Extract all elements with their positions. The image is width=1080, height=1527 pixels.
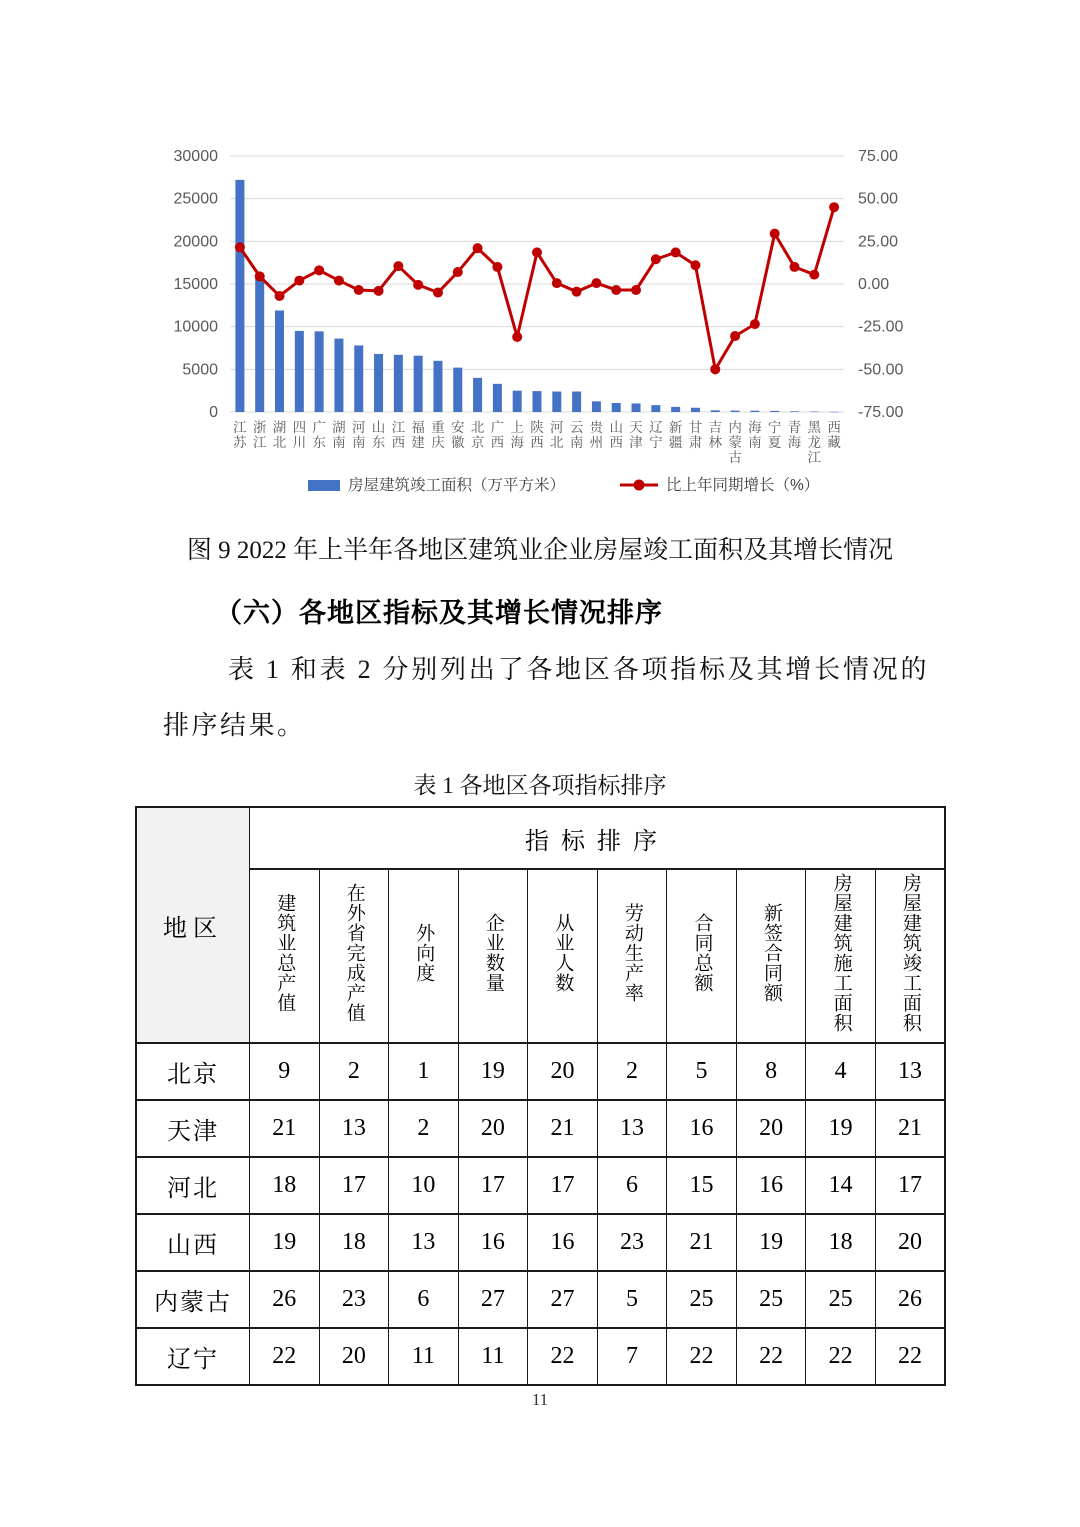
x-tick-label: 广 [312,420,326,435]
x-tick-label: 西 [391,435,406,450]
x-tick-label: 西 [490,435,505,450]
line-point-北京 [473,243,483,253]
x-tick-label: 吉 [708,420,723,435]
rank-cell: 2 [389,1100,459,1157]
x-tick-label: 南 [351,435,366,450]
rank-cell: 18 [250,1157,320,1214]
rank-cell: 9 [250,1043,320,1100]
x-tick-label: 北 [272,435,287,450]
left-axis-tick-label: 30000 [173,148,218,165]
x-tick-label: 蒙 [728,435,742,450]
rank-cell: 20 [528,1043,598,1100]
x-tick-label: 宁 [767,420,782,435]
rank-cell: 22 [528,1328,598,1385]
line-point-宁夏 [770,229,780,239]
rank-cell: 27 [458,1271,528,1328]
region-cell: 北京 [136,1043,250,1100]
line-point-四川 [294,276,304,286]
rank-cell: 6 [389,1271,459,1328]
x-tick-label: 南 [332,435,346,450]
line-point-陕西 [532,247,542,257]
line-point-山东 [374,286,384,296]
rank-cell: 19 [736,1214,806,1271]
bar-甘肃 [691,408,700,412]
line-point-安徽 [453,267,463,277]
x-tick-label: 海 [787,435,802,450]
x-tick-label: 河 [351,420,366,435]
line-point-西藏 [829,202,839,212]
section-heading: （六）各地区指标及其增长情况排序 [215,598,663,628]
x-tick-label: 林 [708,435,723,450]
bar-福建 [414,356,423,412]
left-axis-tick-label: 0 [209,404,218,421]
x-tick-label: 江 [391,420,406,435]
column-header-6 [597,869,667,1043]
line-point-江西 [393,261,403,271]
x-tick-label: 湖 [332,420,346,435]
x-tick-label: 建 [411,435,425,450]
line-point-广西 [492,262,502,272]
rank-cell: 13 [597,1100,667,1157]
line-point-吉林 [710,364,720,374]
column-header-label: 从业人数 [552,912,574,993]
line-point-山西 [611,285,621,295]
rank-cell: 17 [875,1157,945,1214]
x-tick-label: 宁 [649,435,663,450]
line-point-江苏 [235,242,245,252]
rank-cell: 23 [319,1271,389,1328]
rank-cell: 16 [528,1214,598,1271]
bar-陕西 [533,391,542,412]
line-point-甘肃 [690,260,700,270]
page-number: 11 [531,1390,549,1409]
column-header-10 [875,869,945,1043]
line-point-河北 [552,278,562,288]
x-tick-label: 江 [252,435,267,450]
x-tick-label: 京 [470,435,485,450]
rank-cell: 19 [250,1214,320,1271]
rank-cell: 18 [319,1214,389,1271]
table-row-山西 [136,1214,945,1271]
bar-江苏 [235,180,244,412]
region-cell: 内蒙古 [136,1271,250,1328]
region-cell: 河北 [136,1157,250,1214]
x-tick-label: 陕 [530,420,544,435]
line-point-贵州 [591,278,601,288]
x-tick-label: 黑 [807,420,822,435]
line-point-广东 [314,265,324,275]
rank-cell: 16 [736,1157,806,1214]
x-tick-label: 江 [807,450,822,465]
x-tick-label: 新 [668,420,683,435]
rank-cell: 25 [806,1271,876,1328]
x-tick-label: 东 [312,435,326,450]
x-tick-label: 肃 [688,435,703,450]
column-header-label: 房屋建筑施工面积 [830,872,852,1033]
rank-cell: 2 [597,1043,667,1100]
rank-cell: 20 [458,1100,528,1157]
legend-bar-swatch [308,480,340,491]
rank-cell: 26 [875,1271,945,1328]
indicators-rank-table [135,806,946,1386]
rank-cell: 21 [250,1100,320,1157]
bar-河北 [552,392,561,412]
column-header-9 [806,869,876,1043]
bar-天津 [632,403,641,412]
left-axis-tick-label: 20000 [173,233,218,251]
column-header-label: 建筑业总产值 [274,892,296,1013]
line-point-上海 [512,332,522,342]
left-axis-tick-label: 15000 [173,276,218,293]
bar-line-chart [158,138,908,516]
table-row-辽宁 [136,1328,945,1385]
bar-云南 [572,392,581,412]
rank-cell: 26 [250,1271,320,1328]
rank-cell: 21 [875,1100,945,1157]
region-cell: 山西 [136,1214,250,1271]
rank-cell: 20 [875,1214,945,1271]
x-tick-label: 苏 [233,435,247,450]
rank-cell: 17 [528,1157,598,1214]
table-row-北京 [136,1043,945,1100]
x-tick-label: 内 [728,420,742,435]
bar-浙江 [255,279,264,412]
line-point-浙江 [255,271,265,281]
rank-cell: 8 [736,1043,806,1100]
x-tick-label: 疆 [668,435,683,450]
rank-cell: 22 [875,1328,945,1385]
x-tick-label: 福 [411,420,425,435]
x-tick-label: 北 [470,420,485,435]
growth-line [240,207,834,369]
rank-cell: 25 [667,1271,737,1328]
table-group-header-row [136,807,945,869]
column-header-label: 在外省完成产值 [343,882,365,1023]
bar-上海 [513,391,522,412]
column-header-label: 合同总额 [691,912,713,993]
table-column-header-row [136,869,945,1043]
column-header-5 [528,869,598,1043]
rank-cell: 17 [458,1157,528,1214]
line-point-湖北 [275,291,285,301]
x-tick-label: 湖 [272,420,287,435]
rank-cell: 13 [875,1043,945,1100]
rank-cell: 16 [667,1100,737,1157]
line-point-重庆 [433,288,443,298]
x-tick-label: 广 [490,420,505,435]
rank-cell: 11 [458,1328,528,1385]
x-tick-label: 东 [371,435,386,450]
line-point-天津 [631,285,641,295]
bar-新疆 [671,407,680,412]
table-row-内蒙古 [136,1271,945,1328]
bar-贵州 [592,401,601,412]
x-tick-label: 海 [510,435,524,450]
right-axis-tick-label: -50.00 [858,361,904,379]
column-header-label: 劳动生产率 [621,902,643,1003]
bar-黑龙江 [810,412,819,413]
table-row-天津 [136,1100,945,1157]
left-axis-tick-label: 10000 [173,318,218,336]
column-header-1 [250,869,320,1043]
x-tick-label: 山 [609,420,623,435]
rank-cell: 11 [389,1328,459,1385]
column-header-2 [319,869,389,1043]
rank-cell: 16 [458,1214,528,1271]
bar-吉林 [711,410,720,412]
x-tick-label: 辽 [649,420,663,435]
bar-广西 [493,384,502,412]
bar-西藏 [830,412,839,413]
corner-header-region: 地区 [136,807,250,1043]
table-caption: 表 1 各地区各项指标排序 [413,773,667,798]
x-tick-label: 青 [787,420,802,435]
figure-caption: 图 9 2022 年上半年各地区建筑业企业房屋竣工面积及其增长情况 [186,537,894,564]
table-wrap [135,806,946,1386]
x-tick-label: 重 [431,420,445,435]
rank-cell: 21 [667,1214,737,1271]
x-tick-label: 西 [827,420,841,435]
x-tick-label: 浙 [252,420,267,435]
legend-label-completed-area: 房屋建筑竣工面积（万平方米） [348,477,566,494]
x-tick-label: 贵 [589,420,604,435]
rank-cell: 5 [667,1043,737,1100]
region-cell: 辽宁 [136,1328,250,1385]
line-point-海南 [750,319,760,329]
rank-cell: 2 [319,1043,389,1100]
rank-cell: 14 [806,1157,876,1214]
region-cell: 天津 [136,1100,250,1157]
legend-line-dot [634,480,645,491]
line-point-湖南 [334,276,344,286]
bar-四川 [295,331,304,412]
right-axis-tick-label: 25.00 [858,233,899,251]
column-header-label: 新签合同额 [761,902,783,1003]
rank-cell: 1 [389,1043,459,1100]
x-tick-label: 安 [451,420,465,435]
rank-cell: 20 [736,1100,806,1157]
x-tick-label: 西 [530,435,544,450]
x-tick-label: 江 [233,420,247,435]
bar-湖北 [275,310,284,412]
x-tick-label: 西 [609,435,623,450]
legend-label-growth: 比上年同期增长（%） [666,477,820,494]
rank-cell: 17 [319,1157,389,1214]
x-tick-label: 津 [629,435,643,450]
rank-cell: 23 [597,1214,667,1271]
x-tick-label: 天 [629,420,643,435]
rank-cell: 19 [458,1043,528,1100]
column-header-8 [736,869,806,1043]
x-tick-label: 山 [371,420,386,435]
right-axis-tick-label: 0.00 [858,276,890,293]
column-header-label: 企业数量 [482,912,504,993]
rank-cell: 20 [319,1328,389,1385]
rank-cell: 15 [667,1157,737,1214]
bar-重庆 [433,361,442,412]
rank-cell: 19 [806,1100,876,1157]
x-tick-label: 上 [510,420,524,435]
rank-cell: 5 [597,1271,667,1328]
rank-cell: 27 [528,1271,598,1328]
x-tick-label: 庆 [431,435,445,450]
bar-辽宁 [651,405,660,412]
bar-内蒙古 [731,411,740,412]
line-point-内蒙古 [730,331,740,341]
x-tick-label: 北 [550,435,564,450]
line-point-青海 [789,262,799,272]
x-tick-label: 南 [748,435,762,450]
bar-海南 [750,411,759,412]
column-header-label: 房屋建筑竣工面积 [899,872,921,1033]
rank-cell: 4 [806,1043,876,1100]
rank-cell: 7 [597,1328,667,1385]
x-tick-label: 龙 [807,435,822,450]
left-axis-tick-label: 5000 [182,361,218,379]
bar-山东 [374,354,383,412]
column-header-label: 外向度 [413,922,435,983]
x-tick-label: 河 [550,420,564,435]
bar-河南 [354,345,363,412]
x-tick-label: 川 [292,435,307,450]
rank-cell: 10 [389,1157,459,1214]
line-point-黑龙江 [809,270,819,280]
bar-江西 [394,355,403,412]
x-tick-label: 藏 [827,435,841,450]
bar-宁夏 [770,411,779,412]
rank-cell: 22 [736,1328,806,1385]
line-point-辽宁 [651,254,661,264]
rank-cell: 22 [806,1328,876,1385]
bar-湖南 [334,339,343,412]
rank-cell: 22 [250,1328,320,1385]
bar-山西 [612,403,621,412]
line-point-福建 [413,280,423,290]
table-row-河北 [136,1157,945,1214]
rank-cell: 13 [389,1214,459,1271]
line-point-河南 [354,285,364,295]
line-point-新疆 [671,247,681,257]
right-axis-tick-label: -75.00 [858,404,904,421]
rank-cell: 18 [806,1214,876,1271]
figure-chart [158,138,908,516]
right-axis-tick-label: 75.00 [858,148,899,165]
x-tick-label: 徽 [451,435,465,450]
body-paragraph: 表 1 和表 2 分别列出了各地区各项指标及其增长情况的排序结果。 [163,655,929,740]
x-tick-label: 云 [569,420,584,435]
rank-cell: 13 [319,1100,389,1157]
bar-广东 [315,331,324,412]
x-tick-label: 海 [748,420,762,435]
column-header-3 [389,869,459,1043]
line-point-云南 [572,287,582,297]
x-tick-label: 南 [569,435,584,450]
group-header-indicator-rank: 指标排序 [250,807,946,869]
x-tick-label: 甘 [688,420,703,435]
column-header-7 [667,869,737,1043]
rank-cell: 22 [667,1328,737,1385]
bar-安徽 [453,368,462,412]
x-tick-label: 四 [292,420,307,435]
rank-cell: 6 [597,1157,667,1214]
rank-cell: 25 [736,1271,806,1328]
bar-青海 [790,411,799,412]
right-axis-tick-label: 50.00 [858,190,899,208]
x-tick-label: 古 [728,450,742,465]
column-header-4 [458,869,528,1043]
bar-北京 [473,378,482,412]
x-tick-label: 州 [589,435,604,450]
left-axis-tick-label: 25000 [173,190,218,208]
rank-cell: 21 [528,1100,598,1157]
x-tick-label: 夏 [767,435,782,450]
right-axis-tick-label: -25.00 [858,318,904,336]
